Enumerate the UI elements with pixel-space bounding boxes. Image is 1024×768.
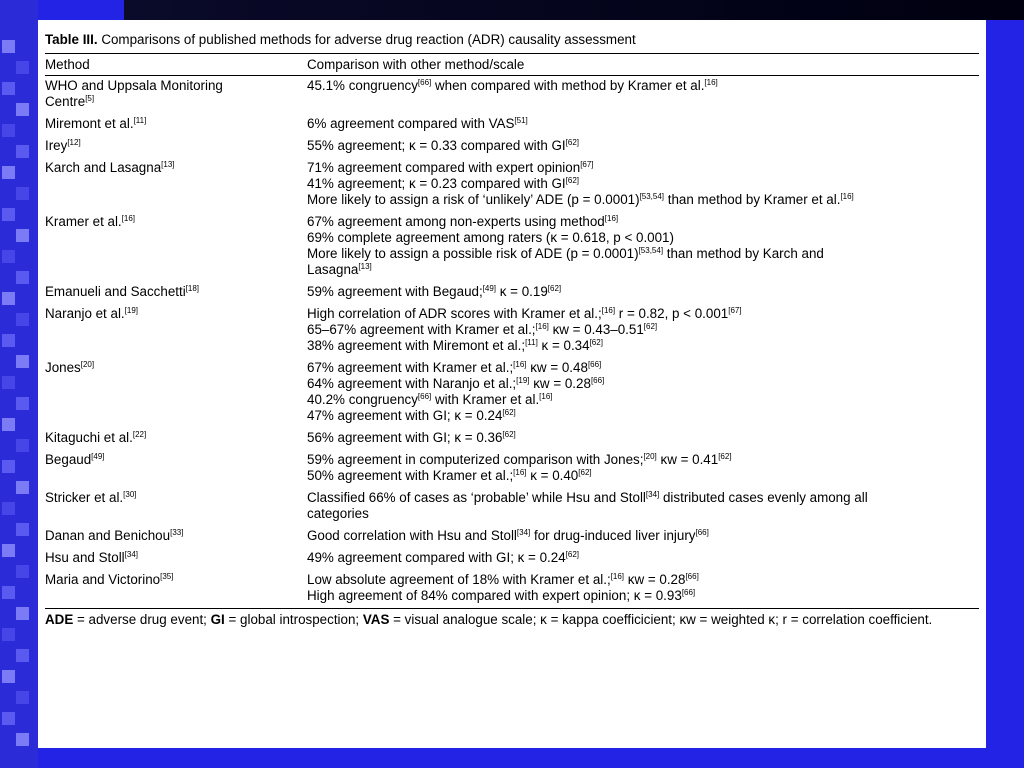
cell-text: Kramer et al. bbox=[45, 214, 122, 229]
citation-reference: [16] bbox=[513, 468, 527, 477]
cell-text: with Kramer et al. bbox=[431, 392, 540, 407]
comparison-cell bbox=[307, 572, 979, 604]
cell-text: Kitaguchi et al. bbox=[45, 430, 133, 445]
comparison-line bbox=[307, 214, 979, 230]
comparison-line bbox=[307, 360, 979, 376]
decorative-square bbox=[16, 481, 29, 494]
comparison-cell bbox=[307, 550, 979, 566]
decorative-square bbox=[16, 355, 29, 368]
comparison-line bbox=[307, 468, 979, 484]
comparison-line bbox=[307, 138, 979, 154]
citation-reference: [16] bbox=[604, 214, 619, 223]
table-row bbox=[45, 136, 979, 158]
footnote-text: = adverse drug event; bbox=[73, 612, 211, 627]
decorative-square bbox=[2, 586, 15, 599]
cell-text: κ = 0.19 bbox=[496, 284, 548, 299]
cell-text: 65–67% agreement with Kramer et al.; bbox=[307, 322, 536, 337]
decorative-square bbox=[2, 40, 15, 53]
citation-reference: [62] bbox=[578, 468, 592, 477]
top-dark-band bbox=[124, 0, 1024, 20]
cell-text: distributed cases evenly among all bbox=[659, 490, 868, 505]
cell-text: 67% agreement with Kramer et al.; bbox=[307, 360, 514, 375]
cell-text: κw = 0.28 bbox=[529, 376, 591, 391]
citation-reference: [19] bbox=[124, 306, 138, 315]
table-row bbox=[45, 76, 979, 114]
decorative-square bbox=[16, 439, 29, 452]
citation-reference: [49] bbox=[482, 284, 497, 293]
comparison-line bbox=[307, 430, 979, 446]
comparison-line bbox=[307, 392, 979, 408]
cell-text: Begaud bbox=[45, 452, 92, 467]
cell-text: Maria and Victorino bbox=[45, 572, 161, 587]
decorative-square bbox=[2, 712, 15, 725]
header-comparison: Comparison with other method/scale bbox=[307, 57, 525, 72]
cell-text: Centre bbox=[45, 94, 86, 109]
cell-text: 45.1% congruency bbox=[307, 78, 418, 93]
cell-text: 67% agreement among non-experts using method bbox=[307, 214, 605, 229]
method-cell bbox=[45, 160, 307, 208]
citation-reference: [16] bbox=[840, 192, 854, 201]
citation-reference: [66] bbox=[417, 78, 432, 87]
cell-text: 50% agreement with Kramer et al.; bbox=[307, 468, 514, 483]
comparison-cell bbox=[307, 116, 979, 132]
comparison-cell bbox=[307, 78, 979, 110]
comparison-line bbox=[307, 490, 979, 506]
citation-reference: [67] bbox=[580, 160, 594, 169]
citation-reference: [13] bbox=[161, 160, 175, 169]
decorative-square bbox=[16, 145, 29, 158]
citation-reference: [34] bbox=[645, 490, 660, 499]
citation-reference: [62] bbox=[643, 322, 658, 331]
cell-text: κ = 0.34 bbox=[537, 338, 590, 353]
citation-reference: [22] bbox=[132, 430, 147, 439]
table-title-label: Table III. bbox=[45, 32, 98, 47]
decorative-square bbox=[2, 544, 15, 557]
cell-text: Good correlation with Hsu and Stoll bbox=[307, 528, 517, 543]
citation-reference: [11] bbox=[525, 338, 538, 347]
comparison-cell bbox=[307, 452, 979, 484]
footnote-abbreviation: VAS bbox=[362, 612, 390, 627]
decorative-square bbox=[16, 229, 29, 242]
method-cell bbox=[45, 490, 307, 522]
decorative-square bbox=[16, 313, 29, 326]
cell-text: Irey bbox=[45, 138, 68, 153]
cell-text: 40.2% congruency bbox=[307, 392, 418, 407]
comparison-line bbox=[307, 408, 979, 424]
cell-text: High agreement of 84% compared with expert opinion; bbox=[307, 588, 631, 603]
table-row bbox=[45, 358, 979, 428]
comparison-line bbox=[307, 160, 979, 176]
citation-reference: [13] bbox=[358, 262, 372, 271]
table-row bbox=[45, 526, 979, 548]
citation-reference: [49] bbox=[91, 452, 105, 461]
comparison-line bbox=[307, 284, 979, 300]
comparison-cell bbox=[307, 528, 979, 544]
method-cell bbox=[45, 360, 307, 424]
decorative-square bbox=[16, 733, 29, 746]
cell-text: 38% agreement with Miremont et al.; bbox=[307, 338, 526, 353]
decorative-square bbox=[2, 124, 15, 137]
cell-text: than method by Karch and bbox=[663, 246, 824, 261]
method-cell bbox=[45, 284, 307, 300]
citation-reference: [62] bbox=[565, 176, 579, 185]
cell-text: High correlation of ADR scores with Kramer et al.; bbox=[307, 306, 602, 321]
citation-reference: [5] bbox=[85, 94, 95, 103]
cell-text: 49% agreement compared with GI; κ = 0.24 bbox=[307, 550, 566, 565]
citation-reference: [66] bbox=[685, 572, 699, 581]
citation-reference: [35] bbox=[160, 572, 174, 581]
cell-text: κw = 0.41 bbox=[656, 452, 719, 467]
cell-text: for drug-induced liver injury bbox=[530, 528, 696, 543]
decorative-square bbox=[2, 460, 15, 473]
comparison-line bbox=[307, 116, 979, 132]
decorative-square bbox=[16, 691, 29, 704]
cell-text: Low absolute agreement of 18% with Kramer et al.; bbox=[307, 572, 611, 587]
comparison-cell bbox=[307, 306, 979, 354]
comparison-line bbox=[307, 376, 979, 392]
decorative-square bbox=[2, 502, 15, 515]
table-row bbox=[45, 114, 979, 136]
comparison-line bbox=[307, 572, 979, 588]
cell-text: 41% agreement; κ = 0.23 compared with GI bbox=[307, 176, 566, 191]
citation-reference: [34] bbox=[516, 528, 531, 537]
citation-reference: [66] bbox=[587, 360, 602, 369]
table-row bbox=[45, 428, 979, 450]
citation-reference: [51] bbox=[514, 116, 528, 125]
cell-text: Hsu and Stoll bbox=[45, 550, 125, 565]
table-title bbox=[45, 32, 979, 48]
comparison-cell bbox=[307, 430, 979, 446]
decorative-square bbox=[2, 82, 15, 95]
slide-page bbox=[38, 20, 986, 748]
table-row bbox=[45, 158, 979, 212]
method-cell bbox=[45, 572, 307, 604]
decorative-square bbox=[16, 565, 29, 578]
cell-text: κw = 0.48 bbox=[526, 360, 588, 375]
decorative-square bbox=[16, 397, 29, 410]
citation-reference: [30] bbox=[123, 490, 137, 499]
cell-text: 64% agreement with Naranjo et al.; bbox=[307, 376, 517, 391]
decorative-square bbox=[16, 523, 29, 536]
header-method: Method bbox=[45, 57, 90, 72]
comparison-cell bbox=[307, 214, 979, 278]
cell-text: 59% agreement with Begaud; bbox=[307, 284, 483, 299]
table-row bbox=[45, 304, 979, 358]
citation-reference: [62] bbox=[502, 430, 516, 439]
method-cell bbox=[45, 306, 307, 354]
comparison-cell bbox=[307, 284, 979, 300]
comparison-line bbox=[307, 262, 979, 278]
method-line bbox=[45, 94, 299, 110]
table-row bbox=[45, 570, 979, 608]
cell-text: Karch and Lasagna bbox=[45, 160, 162, 175]
citation-reference: [66] bbox=[590, 376, 605, 385]
citation-reference: [20] bbox=[643, 452, 657, 461]
method-cell bbox=[45, 116, 307, 132]
cell-text: 6% agreement compared with VAS bbox=[307, 116, 515, 131]
comparison-cell bbox=[307, 490, 979, 522]
table-row bbox=[45, 548, 979, 570]
method-cell bbox=[45, 78, 307, 110]
table-row bbox=[45, 488, 979, 526]
comparison-line bbox=[307, 230, 979, 246]
comparison-line bbox=[307, 452, 979, 468]
comparison-line bbox=[307, 306, 979, 322]
table-header-row bbox=[45, 54, 979, 75]
cell-text: κw = 0.43–0.51 bbox=[548, 322, 644, 337]
cell-text: Emanueli and Sacchetti bbox=[45, 284, 186, 299]
decorative-square bbox=[16, 607, 29, 620]
citation-reference: [62] bbox=[565, 550, 579, 559]
citation-reference: [53,54] bbox=[639, 192, 665, 201]
comparison-line bbox=[307, 322, 979, 338]
comparison-cell bbox=[307, 138, 979, 154]
citation-reference: [16] bbox=[535, 322, 549, 331]
decorative-square bbox=[2, 670, 15, 683]
decorative-square bbox=[16, 271, 29, 284]
cell-text: 59% agreement in computerized comparison with Jones; bbox=[307, 452, 644, 467]
table-row bbox=[45, 212, 979, 282]
method-cell bbox=[45, 430, 307, 446]
citation-reference: [66] bbox=[417, 392, 432, 401]
citation-reference: [62] bbox=[547, 284, 562, 293]
comparison-line bbox=[307, 506, 979, 522]
cell-text: 55% agreement; κ = 0.33 compared with GI bbox=[307, 138, 566, 153]
decorative-square bbox=[2, 250, 15, 263]
decorative-square bbox=[2, 418, 15, 431]
cell-text: Jones bbox=[45, 360, 81, 375]
citation-reference: [62] bbox=[589, 338, 603, 347]
citation-reference: [11] bbox=[133, 116, 147, 125]
cell-text: More likely to assign a possible risk of ADE (p = 0.0001) bbox=[307, 246, 639, 261]
comparison-line bbox=[307, 338, 979, 354]
decorative-square bbox=[2, 292, 15, 305]
method-cell bbox=[45, 138, 307, 154]
comparison-cell bbox=[307, 160, 979, 208]
citation-reference: [16] bbox=[704, 78, 718, 87]
cell-text: Naranjo et al. bbox=[45, 306, 125, 321]
table-footnote bbox=[45, 609, 979, 628]
method-cell bbox=[45, 214, 307, 278]
cell-text: κw = 0.28 bbox=[624, 572, 686, 587]
cell-text: when compared with method by Kramer et al. bbox=[431, 78, 705, 93]
citation-reference: [16] bbox=[610, 572, 625, 581]
citation-reference: [16] bbox=[539, 392, 553, 401]
citation-reference: [16] bbox=[513, 360, 527, 369]
cell-text: Lasagna bbox=[307, 262, 359, 277]
comparison-line bbox=[307, 550, 979, 566]
decorative-square bbox=[2, 208, 15, 221]
comparison-line bbox=[307, 192, 979, 208]
decorative-square bbox=[16, 103, 29, 116]
table-title-text: Comparisons of published methods for adverse drug reaction (ADR) causality assessment bbox=[97, 32, 636, 47]
comparison-line bbox=[307, 78, 979, 94]
comparison-line bbox=[307, 176, 979, 192]
cell-text: κ = 0.40 bbox=[526, 468, 579, 483]
comparison-line bbox=[307, 246, 979, 262]
decorative-square bbox=[2, 628, 15, 641]
comparison-line bbox=[307, 588, 979, 604]
decorative-square bbox=[2, 334, 15, 347]
citation-reference: [53,54] bbox=[638, 246, 664, 255]
citation-reference: [19] bbox=[516, 376, 530, 385]
cell-text: r = 0.82, p < 0.001 bbox=[615, 306, 729, 321]
cell-text: 56% agreement with GI; κ = 0.36 bbox=[307, 430, 503, 445]
table-row bbox=[45, 282, 979, 304]
cell-text: Classified 66% of cases as ‘probable’ while Hsu and Stoll bbox=[307, 490, 646, 505]
citation-reference: [20] bbox=[80, 360, 95, 369]
citation-reference: [18] bbox=[185, 284, 200, 293]
table-body bbox=[45, 76, 979, 608]
method-cell bbox=[45, 550, 307, 566]
method-cell bbox=[45, 528, 307, 544]
decorative-square bbox=[2, 166, 15, 179]
citation-reference: [67] bbox=[728, 306, 742, 315]
comparison-table bbox=[45, 32, 979, 628]
footnote-abbreviation: ADE bbox=[45, 612, 74, 627]
citation-reference: [66] bbox=[695, 528, 709, 537]
table-row bbox=[45, 450, 979, 488]
cell-text: than method by Kramer et al. bbox=[664, 192, 841, 207]
footnote-text: = global introspection; bbox=[224, 612, 363, 627]
comparison-line bbox=[307, 528, 979, 544]
method-line bbox=[45, 78, 299, 94]
cell-text: Miremont et al. bbox=[45, 116, 134, 131]
cell-text: 71% agreement compared with expert opinion bbox=[307, 160, 581, 175]
footnote-abbreviation: GI bbox=[210, 612, 225, 627]
citation-reference: [16] bbox=[601, 306, 616, 315]
decorative-square bbox=[2, 376, 15, 389]
citation-reference: [62] bbox=[718, 452, 732, 461]
cell-text: categories bbox=[307, 506, 369, 521]
citation-reference: [34] bbox=[124, 550, 138, 559]
citation-reference: [62] bbox=[502, 408, 516, 417]
citation-reference: [16] bbox=[121, 214, 135, 223]
cell-text: More likely to assign a risk of ‘unlikely’ ADE (p = 0.0001) bbox=[307, 192, 640, 207]
citation-reference: [33] bbox=[170, 528, 184, 537]
decorative-square bbox=[16, 61, 29, 74]
decorative-square bbox=[16, 649, 29, 662]
citation-reference: [62] bbox=[565, 138, 579, 147]
cell-text: Danan and Benichou bbox=[45, 528, 171, 543]
decorative-square bbox=[16, 187, 29, 200]
cell-text: WHO and Uppsala Monitoring bbox=[45, 78, 223, 93]
cell-text: 47% agreement with GI; κ = 0.24 bbox=[307, 408, 503, 423]
method-cell bbox=[45, 452, 307, 484]
cell-text: 69% complete agreement among raters (κ = 0.618, p < 0.001) bbox=[307, 230, 674, 245]
comparison-cell bbox=[307, 360, 979, 424]
citation-reference: [12] bbox=[67, 138, 81, 147]
cell-text: κ = 0.93 bbox=[630, 588, 682, 603]
footnote-text: = visual analogue scale; κ = kappa coefficicient; κw = weighted κ; r = correlation coefficient. bbox=[389, 612, 933, 627]
citation-reference: [66] bbox=[681, 588, 696, 597]
cell-text: Stricker et al. bbox=[45, 490, 124, 505]
